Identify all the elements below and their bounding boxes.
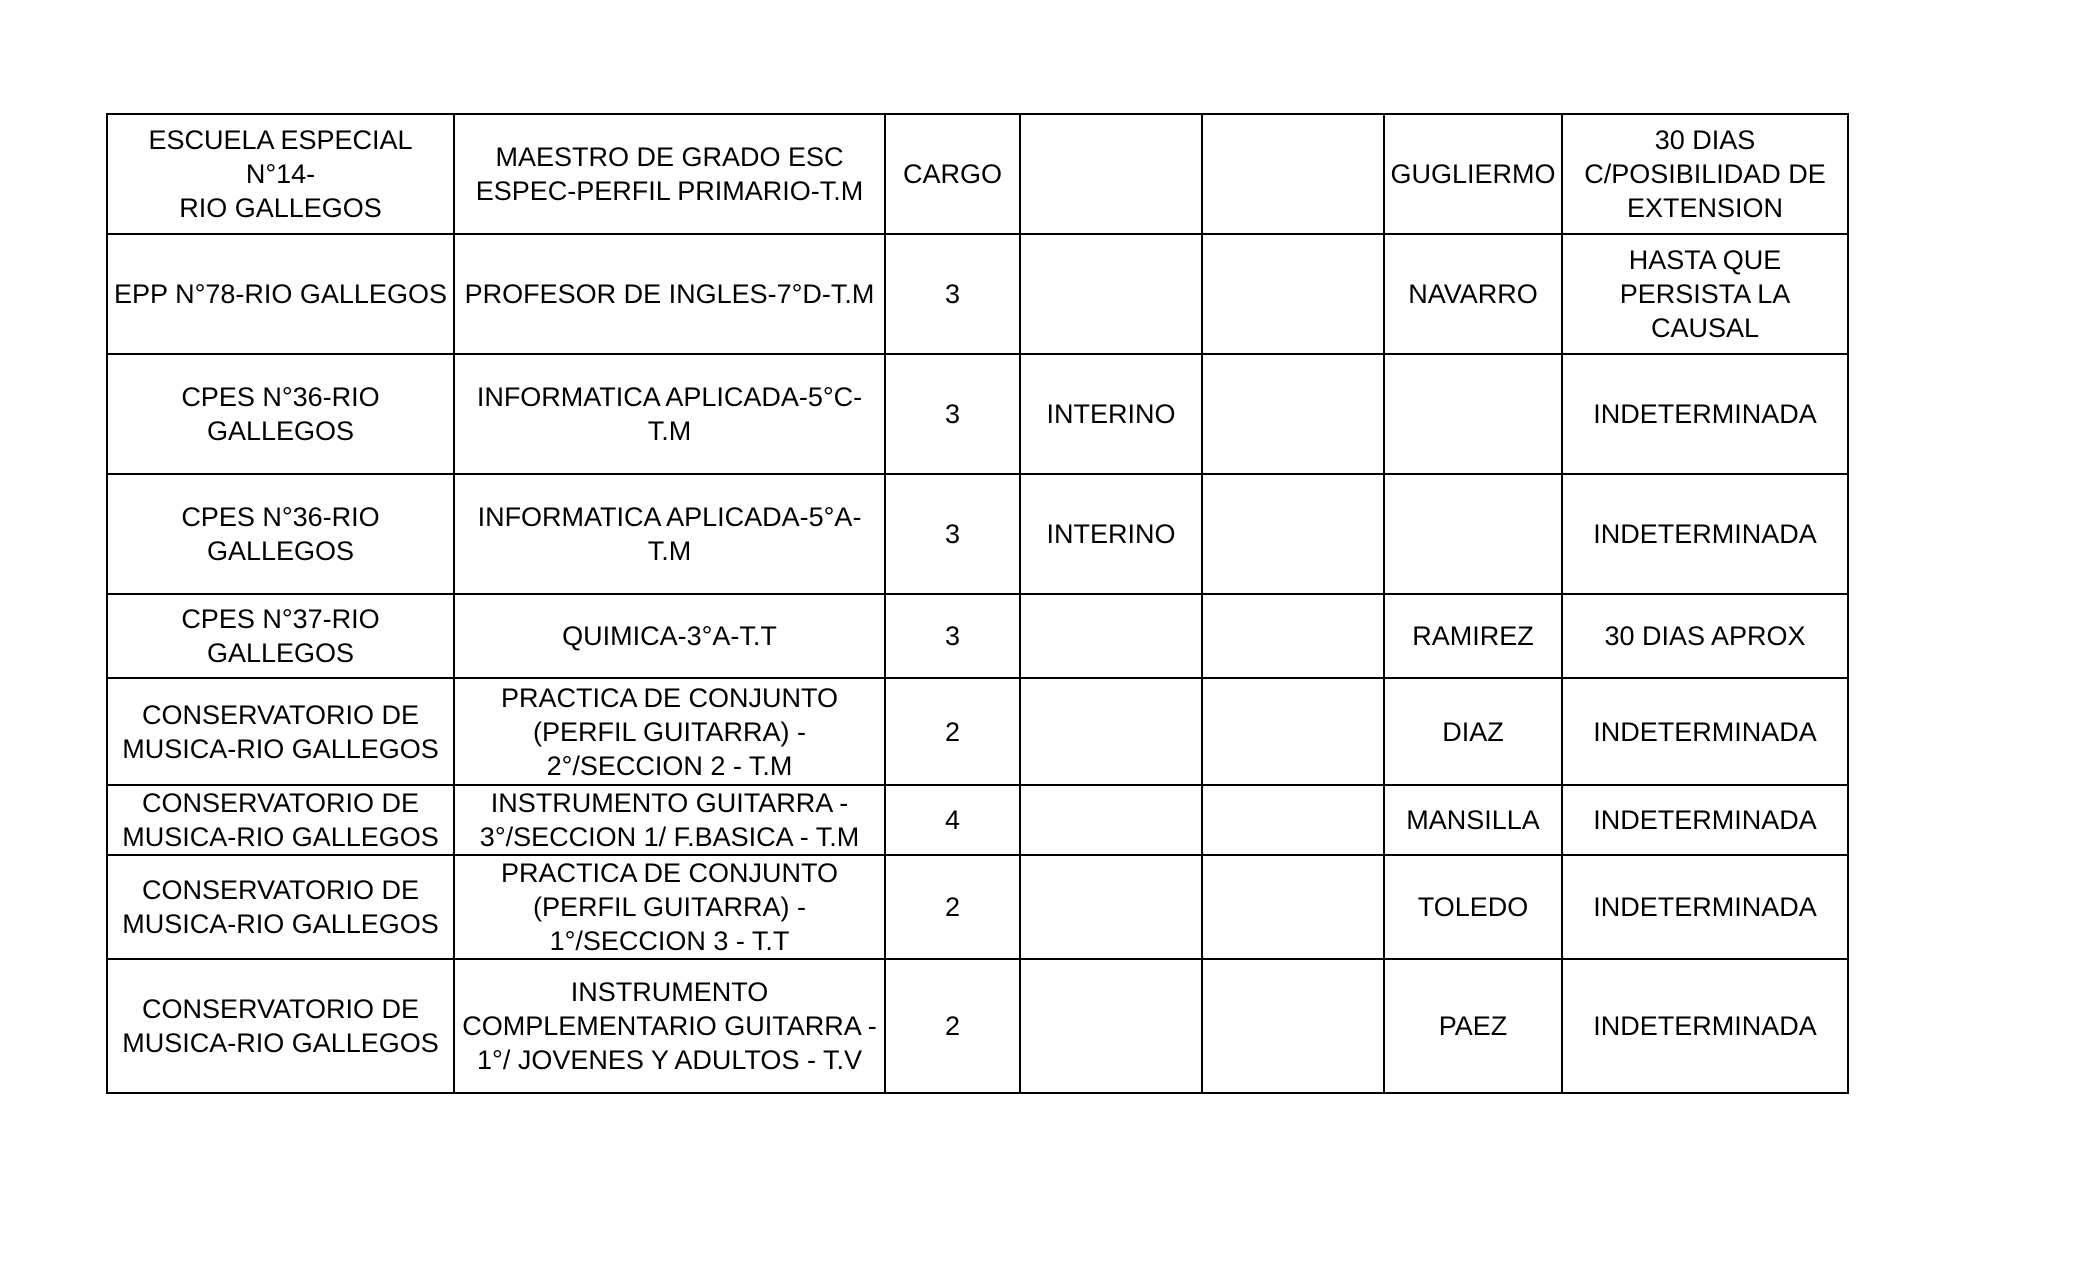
table-row bbox=[107, 474, 1848, 594]
position-cell: INSTRUMENTO COMPLEMENTARIO GUITARRA - 1°/ JOVENES Y ADULTOS - T.V bbox=[454, 959, 885, 1093]
duration-cell: 30 DIAS C/POSIBILIDAD DE EXTENSION bbox=[1562, 114, 1848, 234]
duration-cell: INDETERMINADA bbox=[1562, 354, 1848, 474]
hours-cell: 3 bbox=[885, 594, 1020, 678]
spreadsheet-page bbox=[106, 113, 1849, 1094]
position-cell: INFORMATICA APLICADA-5°C- T.M bbox=[454, 354, 885, 474]
position-cell: PROFESOR DE INGLES-7°D-T.M bbox=[454, 234, 885, 354]
status-cell bbox=[1020, 959, 1202, 1093]
empty-cell bbox=[1202, 678, 1384, 785]
teacher-cell bbox=[1384, 474, 1562, 594]
school-cell: CONSERVATORIO DE MUSICA-RIO GALLEGOS bbox=[107, 678, 454, 785]
school-cell: CPES N°36-RIO GALLEGOS bbox=[107, 474, 454, 594]
status-cell bbox=[1020, 855, 1202, 959]
empty-cell bbox=[1202, 594, 1384, 678]
table-row bbox=[107, 594, 1848, 678]
status-cell: INTERINO bbox=[1020, 354, 1202, 474]
duration-cell: INDETERMINADA bbox=[1562, 474, 1848, 594]
status-cell: INTERINO bbox=[1020, 474, 1202, 594]
empty-cell bbox=[1202, 855, 1384, 959]
status-cell bbox=[1020, 234, 1202, 354]
status-cell bbox=[1020, 785, 1202, 855]
duration-cell: INDETERMINADA bbox=[1562, 785, 1848, 855]
empty-cell bbox=[1202, 234, 1384, 354]
hours-cell: 3 bbox=[885, 474, 1020, 594]
table-row bbox=[107, 785, 1848, 855]
vacancies-table bbox=[106, 113, 1849, 1094]
empty-cell bbox=[1202, 785, 1384, 855]
hours-cell: CARGO bbox=[885, 114, 1020, 234]
teacher-cell: PAEZ bbox=[1384, 959, 1562, 1093]
teacher-cell bbox=[1384, 354, 1562, 474]
teacher-cell: TOLEDO bbox=[1384, 855, 1562, 959]
table-row bbox=[107, 678, 1848, 785]
table-row bbox=[107, 855, 1848, 959]
school-cell: CONSERVATORIO DE MUSICA-RIO GALLEGOS bbox=[107, 785, 454, 855]
empty-cell bbox=[1202, 474, 1384, 594]
duration-cell: INDETERMINADA bbox=[1562, 959, 1848, 1093]
hours-cell: 2 bbox=[885, 959, 1020, 1093]
school-cell: CPES N°37-RIO GALLEGOS bbox=[107, 594, 454, 678]
duration-cell: 30 DIAS APROX bbox=[1562, 594, 1848, 678]
position-cell: INFORMATICA APLICADA-5°A- T.M bbox=[454, 474, 885, 594]
status-cell bbox=[1020, 114, 1202, 234]
empty-cell bbox=[1202, 959, 1384, 1093]
hours-cell: 3 bbox=[885, 234, 1020, 354]
table-row bbox=[107, 234, 1848, 354]
school-cell: CONSERVATORIO DE MUSICA-RIO GALLEGOS bbox=[107, 959, 454, 1093]
position-cell: QUIMICA-3°A-T.T bbox=[454, 594, 885, 678]
position-cell: INSTRUMENTO GUITARRA - 3°/SECCION 1/ F.BASICA - T.M bbox=[454, 785, 885, 855]
teacher-cell: DIAZ bbox=[1384, 678, 1562, 785]
position-cell: PRACTICA DE CONJUNTO (PERFIL GUITARRA) - 2°/SECCION 2 - T.M bbox=[454, 678, 885, 785]
table-row bbox=[107, 114, 1848, 234]
position-cell: MAESTRO DE GRADO ESC ESPEC-PERFIL PRIMARIO-T.M bbox=[454, 114, 885, 234]
duration-cell: INDETERMINADA bbox=[1562, 855, 1848, 959]
duration-cell: HASTA QUE PERSISTA LA CAUSAL bbox=[1562, 234, 1848, 354]
teacher-cell: NAVARRO bbox=[1384, 234, 1562, 354]
empty-cell bbox=[1202, 354, 1384, 474]
position-cell: PRACTICA DE CONJUNTO (PERFIL GUITARRA) - 1°/SECCION 3 - T.T bbox=[454, 855, 885, 959]
school-cell: CONSERVATORIO DE MUSICA-RIO GALLEGOS bbox=[107, 855, 454, 959]
school-cell: ESCUELA ESPECIAL N°14- RIO GALLEGOS bbox=[107, 114, 454, 234]
hours-cell: 2 bbox=[885, 855, 1020, 959]
school-cell: CPES N°36-RIO GALLEGOS bbox=[107, 354, 454, 474]
teacher-cell: MANSILLA bbox=[1384, 785, 1562, 855]
teacher-cell: GUGLIERMO bbox=[1384, 114, 1562, 234]
table-row bbox=[107, 959, 1848, 1093]
table-row bbox=[107, 354, 1848, 474]
hours-cell: 2 bbox=[885, 678, 1020, 785]
school-cell: EPP N°78-RIO GALLEGOS bbox=[107, 234, 454, 354]
status-cell bbox=[1020, 678, 1202, 785]
hours-cell: 3 bbox=[885, 354, 1020, 474]
teacher-cell: RAMIREZ bbox=[1384, 594, 1562, 678]
duration-cell: INDETERMINADA bbox=[1562, 678, 1848, 785]
empty-cell bbox=[1202, 114, 1384, 234]
status-cell bbox=[1020, 594, 1202, 678]
hours-cell: 4 bbox=[885, 785, 1020, 855]
